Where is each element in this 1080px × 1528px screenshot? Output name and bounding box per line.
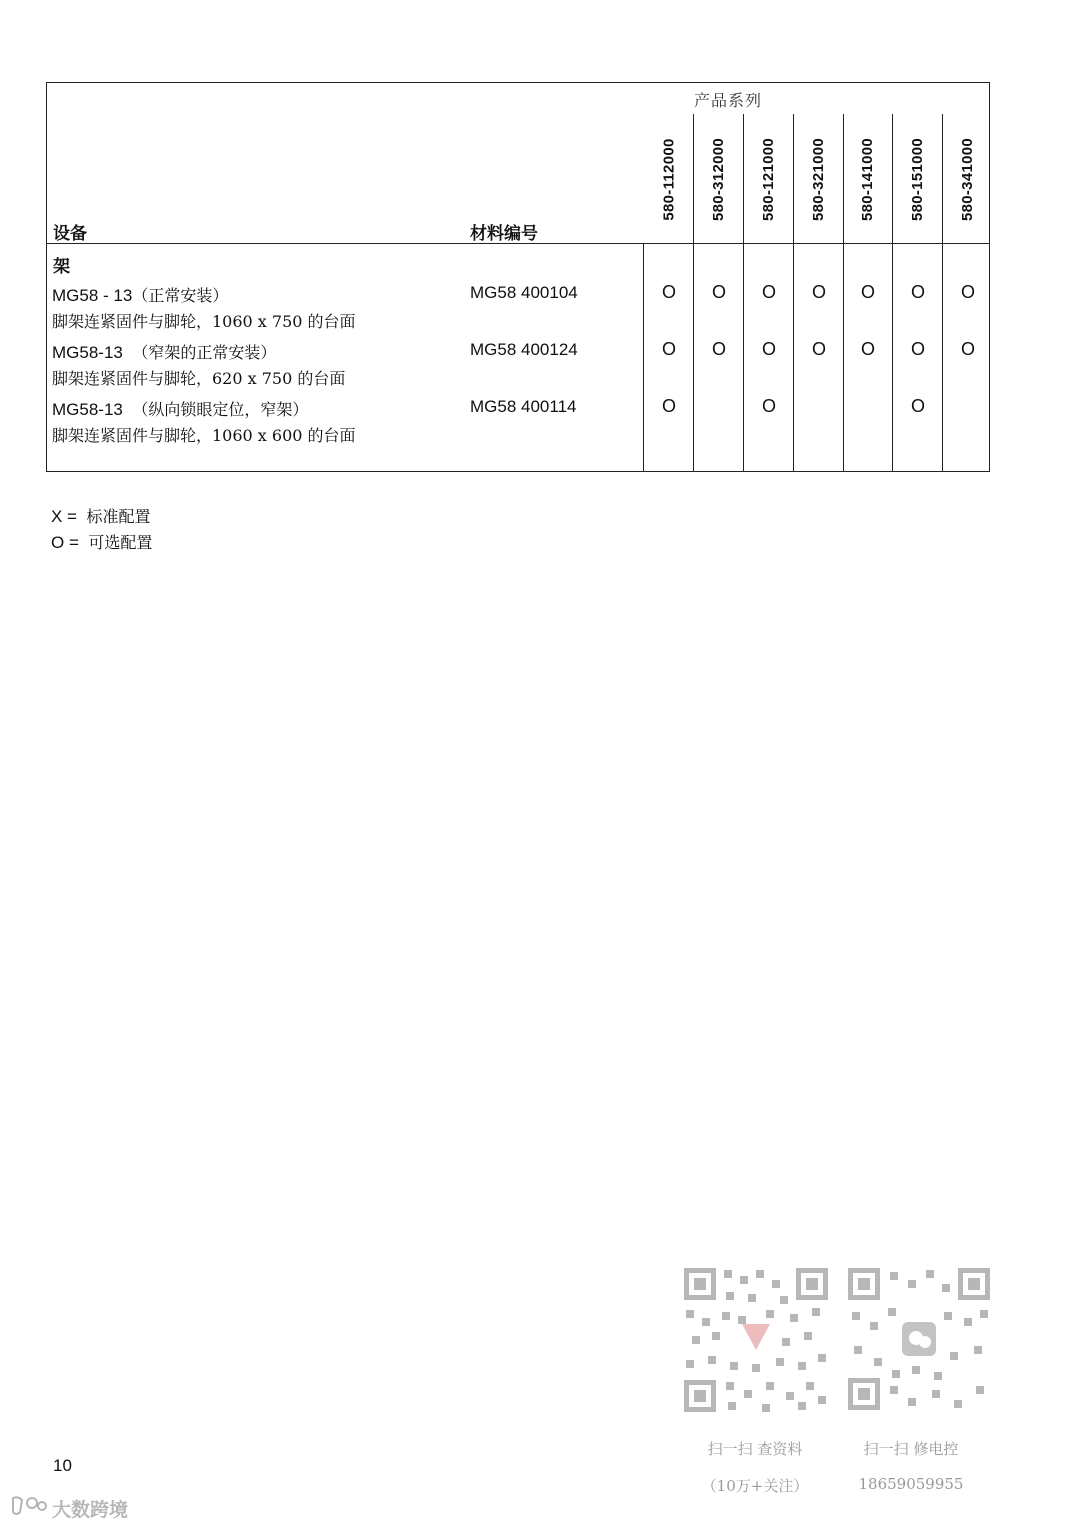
- page-number: 10: [53, 1456, 72, 1475]
- qr-caption: 扫一扫 修电控: [863, 1440, 959, 1458]
- qr-caption: 扫一扫 查资料: [707, 1440, 803, 1458]
- material-number-header: 材料编号: [470, 224, 538, 244]
- row-description: 脚架连紧固件与脚轮，620 x 750 的台面: [52, 369, 346, 388]
- row-install-type: （纵向锁眼定位，窄架）: [132, 400, 309, 419]
- row-description: 脚架连紧固件与脚轮，1060 x 750 的台面: [52, 312, 356, 331]
- option-mark: O: [761, 282, 776, 302]
- brand-logo-icon: [10, 1494, 48, 1523]
- option-mark: O: [711, 282, 726, 302]
- option-mark: O: [910, 339, 925, 359]
- option-mark: O: [860, 339, 875, 359]
- row-material-number: MG58 400114: [470, 397, 577, 416]
- row-description: 脚架连紧固件与脚轮，1060 x 600 的台面: [52, 426, 356, 445]
- qr-code-icon: [846, 1266, 992, 1417]
- option-mark: O: [711, 339, 726, 359]
- option-mark: O: [811, 339, 826, 359]
- brand-watermark: 大数跨境: [10, 1494, 128, 1523]
- column-header: 580-341000: [959, 137, 977, 221]
- column-header: 580-112000: [660, 137, 678, 221]
- row-model: MG58-13: [52, 343, 123, 362]
- option-mark: O: [661, 339, 676, 359]
- option-mark: O: [661, 396, 676, 416]
- legend-optional: O = 可选配置: [51, 533, 153, 552]
- row-install-type: （窄架的正常安装）: [132, 343, 277, 362]
- column-header: 580-151000: [909, 137, 927, 221]
- option-mark: O: [761, 396, 776, 416]
- option-mark: O: [960, 282, 975, 302]
- section-title: 架: [53, 257, 70, 277]
- qr-caption: 18659059955: [858, 1475, 964, 1493]
- option-mark: O: [910, 282, 925, 302]
- qr-caption: （10万+关注）: [701, 1477, 809, 1495]
- row-model: MG58 - 13: [52, 286, 133, 305]
- legend-standard: X = 标准配置: [51, 507, 151, 526]
- option-mark: O: [860, 282, 875, 302]
- option-mark: O: [910, 396, 925, 416]
- table-row: [52, 283, 228, 306]
- option-mark: O: [811, 282, 826, 302]
- option-mark: O: [661, 282, 676, 302]
- row-model: MG58-13: [52, 400, 123, 419]
- option-mark: O: [960, 339, 975, 359]
- row-material-number: MG58 400104: [470, 283, 578, 302]
- table-row: [52, 397, 308, 420]
- column-header: 580-312000: [710, 137, 728, 221]
- column-header: 580-321000: [810, 137, 828, 221]
- qr-code-icon: [682, 1266, 830, 1419]
- row-install-type: （正常安装）: [132, 286, 229, 305]
- row-material-number: MG58 400124: [470, 340, 578, 359]
- column-header: 580-121000: [760, 137, 778, 221]
- equipment-header: 设备: [53, 224, 87, 244]
- table-row: [52, 340, 276, 363]
- option-mark: O: [761, 339, 776, 359]
- column-header: 580-141000: [859, 137, 877, 221]
- product-series-label: 产品系列: [693, 91, 762, 110]
